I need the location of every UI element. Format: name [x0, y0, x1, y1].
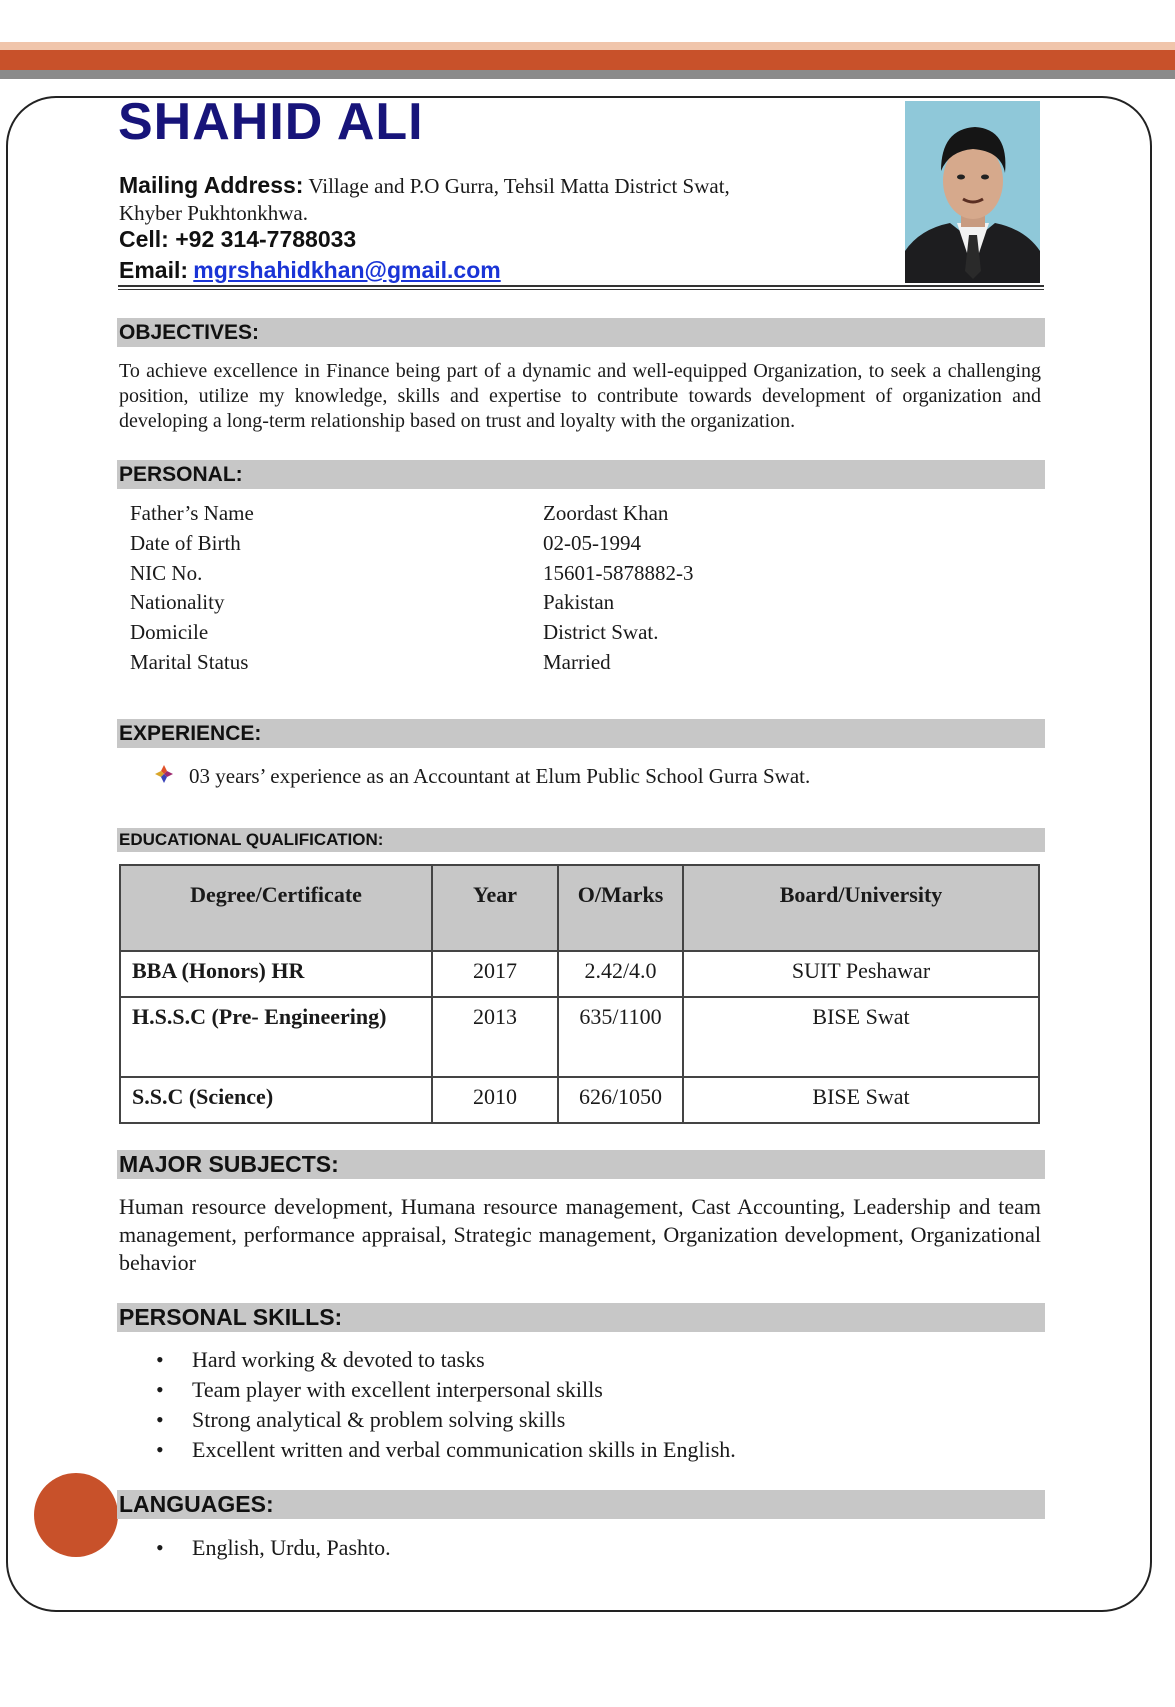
experience-text: 03 years’ experience as an Accountant at Elum Public School Gurra Swat.	[189, 764, 811, 788]
personal-key: Nationality	[130, 590, 225, 614]
top-band-gray	[0, 70, 1175, 79]
table-cell: 2.42/4.0	[558, 951, 683, 997]
personal-key: Date of Birth	[130, 531, 241, 555]
table-cell: SUIT Peshawar	[683, 951, 1039, 997]
personal-key: Domicile	[130, 620, 209, 644]
personal-row	[130, 531, 830, 561]
mailing-line2: Khyber Pukhtonkhwa.	[119, 201, 308, 225]
skills-list	[152, 1345, 736, 1465]
personal-row	[130, 501, 830, 531]
mailing-label: Mailing Address:	[119, 172, 304, 198]
personal-row	[130, 561, 830, 591]
email-link[interactable]: mgrshahidkhan@gmail.com	[193, 257, 501, 283]
personal-value: 02-05-1994	[543, 531, 641, 555]
education-table	[119, 864, 1040, 1124]
table-cell: 2017	[432, 951, 558, 997]
table-cell: 626/1050	[558, 1077, 683, 1123]
subjects-text: Human resource development, Humana resource management, Cast Accounting, Leadership and team management, performance appraisal, Strategic management, Organization development, Organizational behavior	[119, 1194, 1041, 1275]
personal-key: Father’s Name	[130, 501, 254, 525]
section-experience: EXPERIENCE:	[117, 719, 1045, 748]
personal-value: 15601-5878882-3	[543, 561, 694, 585]
header-rule	[118, 285, 1044, 287]
arrow-bullet-icon	[155, 764, 175, 789]
section-education: EDUCATIONAL QUALIFICATION:	[117, 828, 1045, 852]
column-header: O/Marks	[558, 865, 683, 951]
list-item: • Excellent written and verbal communication skills in English.	[152, 1435, 736, 1465]
mailing-line1: Village and P.O Gurra, Tehsil Matta District Swat,	[308, 174, 730, 198]
column-header: Degree/Certificate	[120, 865, 432, 951]
objectives-text: To achieve excellence in Finance being part of a dynamic and well-equipped Organization, to seek a challenging position, utilize my knowledge, skills and expertise to contribute towards development of organization and developing a long-term relationship based on trust and loyalty with the organization.	[119, 360, 1041, 432]
table-cell: 2013	[432, 997, 558, 1077]
cell-number: Cell: +92 314-7788033	[119, 226, 357, 252]
list-item: • Team player with excellent interpersonal skills	[152, 1375, 736, 1405]
personal-key: NIC No.	[130, 561, 203, 585]
candidate-name: SHAHID ALI	[118, 93, 424, 151]
section-objectives: OBJECTIVES:	[117, 318, 1045, 347]
list-item: • Hard working & devoted to tasks	[152, 1345, 736, 1375]
person-portrait-icon	[905, 101, 1040, 283]
profile-photo	[905, 101, 1040, 283]
column-header: Board/University	[683, 865, 1039, 951]
personal-row	[130, 620, 830, 650]
table-row	[120, 951, 1039, 997]
table-cell: S.S.C (Science)	[120, 1077, 432, 1123]
table-cell: 635/1100	[558, 997, 683, 1077]
personal-row	[130, 590, 830, 620]
table-header-row	[120, 865, 1039, 951]
email-row	[119, 257, 501, 284]
email-label: Email:	[119, 257, 189, 283]
experience-item	[155, 764, 810, 789]
table-row	[120, 997, 1039, 1077]
personal-value: Zoordast Khan	[543, 501, 669, 525]
personal-value: Married	[543, 650, 611, 674]
personal-value: Pakistan	[543, 590, 615, 614]
personal-row	[130, 650, 830, 680]
table-cell: BBA (Honors) HR	[120, 951, 432, 997]
personal-value: District Swat.	[543, 620, 659, 644]
top-band-accent	[0, 50, 1175, 70]
section-major-subjects: MAJOR SUBJECTS:	[117, 1150, 1045, 1179]
list-item: • English, Urdu, Pashto.	[152, 1533, 391, 1563]
table-cell: H.S.S.C (Pre- Engineering)	[120, 997, 432, 1077]
table-cell: BISE Swat	[683, 1077, 1039, 1123]
column-header: Year	[432, 865, 558, 951]
mailing-address	[119, 172, 730, 199]
section-personal-skills: PERSONAL SKILLS:	[117, 1303, 1045, 1332]
personal-key: Marital Status	[130, 650, 249, 674]
decorative-circle	[34, 1473, 118, 1557]
list-item: • Strong analytical & problem solving skills	[152, 1405, 736, 1435]
top-band-light	[0, 42, 1175, 50]
table-row	[120, 1077, 1039, 1123]
header-rule-thin	[118, 289, 1044, 290]
table-cell: 2010	[432, 1077, 558, 1123]
languages-list	[152, 1533, 391, 1563]
section-personal: PERSONAL:	[117, 460, 1045, 489]
section-languages: LANGUAGES:	[117, 1490, 1045, 1519]
table-cell: BISE Swat	[683, 997, 1039, 1077]
